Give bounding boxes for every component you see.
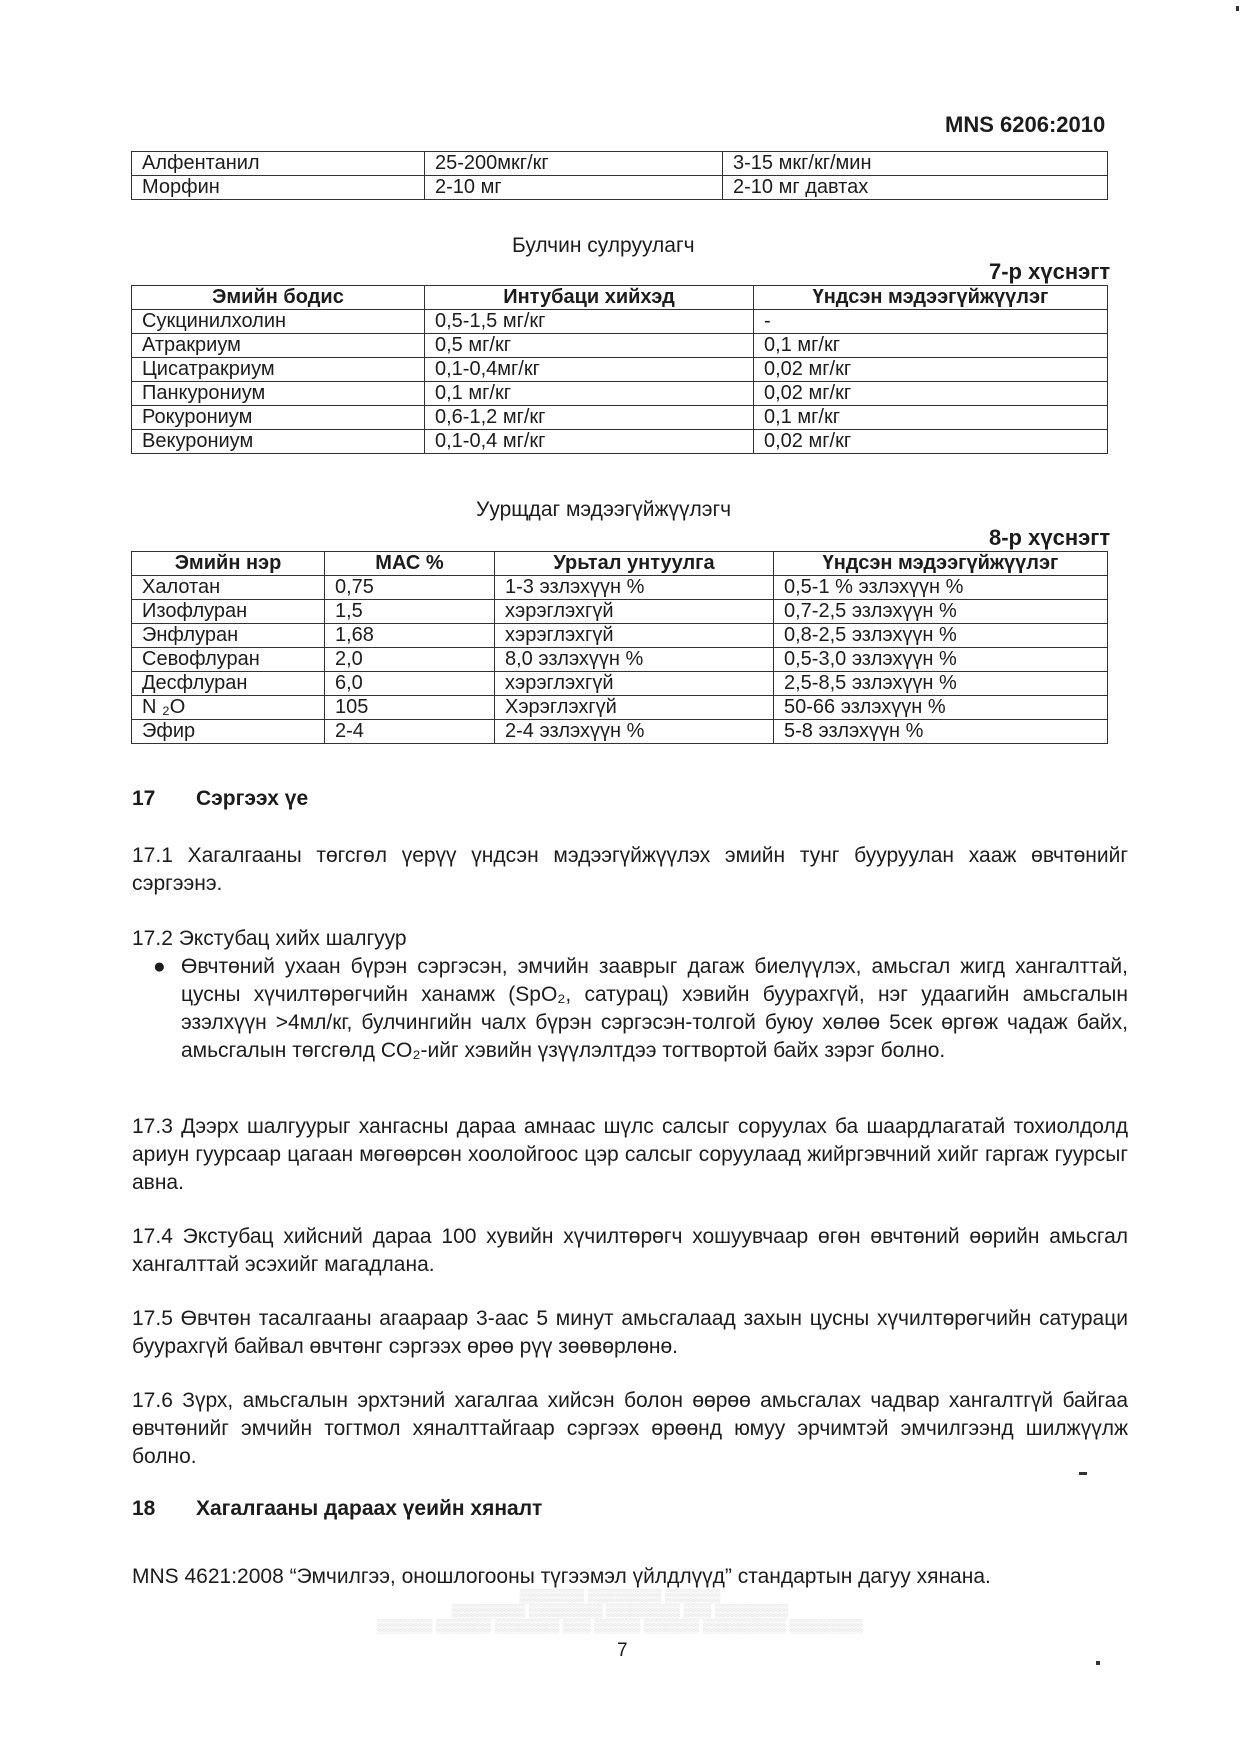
table-cell: 0,1 мг/кг: [425, 382, 754, 406]
table-row: [132, 720, 1108, 744]
table-cell: Хэрэглэхгүй: [495, 696, 774, 720]
watermark-stamp: ▒▒▒▒▒▒▒ ▒▒▒▒▒▒▒▒ ▒▒▒▒▒▒ ▒▒▒▒▒▒▒▒ ▒▒▒▒▒▒▒▒ ▒▒▒▒▒▒▒▒ ▒▒▒ ▒▒▒▒▒▒▒▒ ▒▒▒▒▒▒ ▒▒▒▒▒▒ ▒▒▒▒▒▒▒ ▒▒▒ ▒▒▒▒▒ ▒▒▒▒▒▒ ▒▒▒▒▒▒▒▒▒ ▒▒▒▒▒▒▒▒: [377, 1588, 863, 1633]
table-cell: 0,02 мг/кг: [754, 430, 1108, 454]
table-8-label: 8-р хүснэгт: [989, 525, 1111, 550]
table-cell: Десфлуран: [132, 672, 325, 696]
table-cell: Эфир: [132, 720, 325, 744]
table-row: [132, 334, 1108, 358]
table-cell: 0,1-0,4мг/кг: [425, 358, 754, 382]
table-cell: 50-66 эзлэхүүн %: [774, 696, 1108, 720]
section-title: Сэргээх үе: [196, 787, 309, 810]
section-18-text: MNS 4621:2008 “Эмчилгээ, оношлогооны түгээмэл үйлдлүүд” стандартын дагуу хянана.: [132, 1565, 991, 1588]
table-cell: 0,5-3,0 эзлэхүүн %: [774, 648, 1108, 672]
paragraph-17-6: 17.6 Зүрх, амьсгалын эрхтэний хагалгаа хийсэн болон өөрөө амьсгалах чадвар хангалтгүй байгаа өвчтөнийг эмчийн тогтмол хяналттайгаар сэргээх өрөөнд юмуу эрчимтэй эмчилгээнд шилжүүлж болно.: [132, 1389, 1128, 1468]
table-row: [132, 176, 1108, 200]
table-row: [132, 648, 1108, 672]
column-header: Эмийн нэр: [132, 552, 325, 576]
column-header: Урьтал унтуулга: [495, 552, 774, 576]
column-header: Үндсэн мэдээгүйжүүлэг: [774, 552, 1108, 576]
paragraph-17-3: 17.3 Дээрх шалгуурыг хангасны дараа амнаас шүлс салсыг соруулах ба шаардлагатай тохиолдолд ариун гуурсаар цагаан мөгөөрсөн хоолойгоос цэр салсыг соруулаад жийргэвчний хийг гаргаж гуурсыг авна.: [132, 1115, 1128, 1194]
section-title: Хагалгааны дараах үеийн хяналт: [196, 1497, 543, 1520]
table-cell: хэрэглэхгүй: [495, 672, 774, 696]
table-cell: Цисатракриум: [132, 358, 425, 382]
scan-speck: [1079, 1472, 1087, 1475]
table-cell: 0,6-1,2 мг/кг: [425, 406, 754, 430]
table-row: [132, 624, 1108, 648]
table-cell: Атракриум: [132, 334, 425, 358]
table-cell: 6,0: [325, 672, 495, 696]
muscle-relaxant-table: [131, 285, 1108, 454]
column-header: Эмийн бодис: [132, 286, 425, 310]
table-7-label: 7-р хүснэгт: [989, 259, 1111, 284]
table-cell: 0,75: [325, 576, 495, 600]
table-row: [132, 576, 1108, 600]
table-cell: 0,7-2,5 эзлэхүүн %: [774, 600, 1108, 624]
scan-speck: [1236, 6, 1239, 11]
table-cell: 8,0 эзлэхүүн %: [495, 648, 774, 672]
table-cell: Векурониум: [132, 430, 425, 454]
table-row: [132, 672, 1108, 696]
table-cell: 0,1 мг/кг: [754, 334, 1108, 358]
table-row: [132, 430, 1108, 454]
table-cell: 3-15 мкг/кг/мин: [723, 152, 1108, 176]
bullet-icon: ●: [153, 955, 166, 978]
inhalation-caption: Уурщдаг мэдээгүйжүүлэгч: [476, 498, 732, 521]
table-header-row: [132, 286, 1108, 310]
table-cell: 1,68: [325, 624, 495, 648]
table-cell: Изофлуран: [132, 600, 325, 624]
table-cell: -: [754, 310, 1108, 334]
opioid-table: [131, 151, 1108, 200]
table-cell: 2,5-8,5 эзлэхүүн %: [774, 672, 1108, 696]
column-header: МАС %: [325, 552, 495, 576]
table-cell: Севофлуран: [132, 648, 325, 672]
table-cell: хэрэглэхгүй: [495, 600, 774, 624]
table-cell: 2,0: [325, 648, 495, 672]
table-row: [132, 382, 1108, 406]
table-cell: Морфин: [132, 176, 425, 200]
table-row: [132, 600, 1108, 624]
muscle-relaxant-caption: Булчин сулруулагч: [512, 234, 695, 257]
table-cell: 0,02 мг/кг: [754, 382, 1108, 406]
section-17-heading: [132, 787, 308, 811]
table-row: [132, 406, 1108, 430]
table-cell: хэрэглэхгүй: [495, 624, 774, 648]
table-cell: Халотан: [132, 576, 325, 600]
table-cell: N ₂O: [132, 696, 325, 720]
table-cell: Алфентанил: [132, 152, 425, 176]
table-row: [132, 310, 1108, 334]
paragraph-17-2: 17.2 Экстубац хийх шалгуур: [132, 927, 407, 950]
table-cell: 2-4 эзлэхүүн %: [495, 720, 774, 744]
page-number: 7: [617, 1640, 628, 1661]
table-cell: 0,5 мг/кг: [425, 334, 754, 358]
table-cell: 1-3 эзлэхүүн %: [495, 576, 774, 600]
table-cell: Панкурониум: [132, 382, 425, 406]
paragraph-17-4: 17.4 Экстубац хийсний дараа 100 хувийн хүчилтөрөгч хошуувчаар өгөн өвчтөний өөрийн амьсгал хангалттай эсэхийг магадлана.: [132, 1225, 1128, 1276]
table-cell: 2-10 мг: [425, 176, 723, 200]
table-cell: 0,5-1,5 мг/кг: [425, 310, 754, 334]
table-cell: 0,02 мг/кг: [754, 358, 1108, 382]
table-cell: Сукцинилхолин: [132, 310, 425, 334]
paragraph-17-1: 17.1 Хагалгааны төгсгөл үерүү үндсэн мэдээгүйжүүлэх эмийн тунг бууруулан хааж өвчтөнийг сэргээнэ.: [132, 844, 1128, 895]
bullet-text: Өвчтөний ухаан бүрэн сэргэсэн, эмчийн зааврыг дагаж биелүүлэх, амьсгал жигд хангалттай, цусны хүчилтөрөгчийн ханамж (SpO₂, сатурац) хэвийн буурахгүй, нэг удаагийн амьсгалын эзэлхүүн >4мл/кг, булчингийн чалх бүрэн сэргэсэн-толгой буюу хөлөө 5сек өргөж чадаж байх, амьсгалын төгсгөлд CO₂-ийг хэвийн үзүүлэлтдээ тогтвортой байх зэрэг болно.: [181, 955, 1128, 1062]
table-row: [132, 358, 1108, 382]
table-cell: 1,5: [325, 600, 495, 624]
table-cell: 0,1 мг/кг: [754, 406, 1108, 430]
table-cell: Энфлуран: [132, 624, 325, 648]
table-cell: 0,8-2,5 эзлэхүүн %: [774, 624, 1108, 648]
section-number: 17: [132, 787, 156, 810]
table-cell: 0,1-0,4 мг/кг: [425, 430, 754, 454]
section-number: 18: [132, 1497, 156, 1520]
table-cell: 0,5-1 % эзлэхүүн %: [774, 576, 1108, 600]
table-cell: 5-8 эзлэхүүн %: [774, 720, 1108, 744]
table-cell: 2-4: [325, 720, 495, 744]
section-18-heading: [132, 1497, 542, 1521]
table-cell: Рокурониум: [132, 406, 425, 430]
extubation-criteria-bullet: [153, 953, 1128, 1065]
table-row: [132, 696, 1108, 720]
table-cell: 2-10 мг давтах: [723, 176, 1108, 200]
column-header: Үндсэн мэдээгүйжүүлэг: [754, 286, 1108, 310]
column-header: Интубаци хийхэд: [425, 286, 754, 310]
table-cell: 25-200мкг/кг: [425, 152, 723, 176]
inhalation-table: [131, 551, 1108, 744]
table-row: [132, 152, 1108, 176]
standard-code: MNS 6206:2010: [945, 112, 1106, 137]
paragraph-17-5: 17.5 Өвчтөн тасалгааны агаараар 3-аас 5 минут амьсгалаад захын цусны хүчилтөрөгчийн сатураци буурахгүй байвал өвчтөнг сэргээх өрөө рүү зөөвөрлөнө.: [132, 1307, 1128, 1358]
table-header-row: [132, 552, 1108, 576]
scan-speck: [1096, 1661, 1100, 1665]
table-cell: 105: [325, 696, 495, 720]
